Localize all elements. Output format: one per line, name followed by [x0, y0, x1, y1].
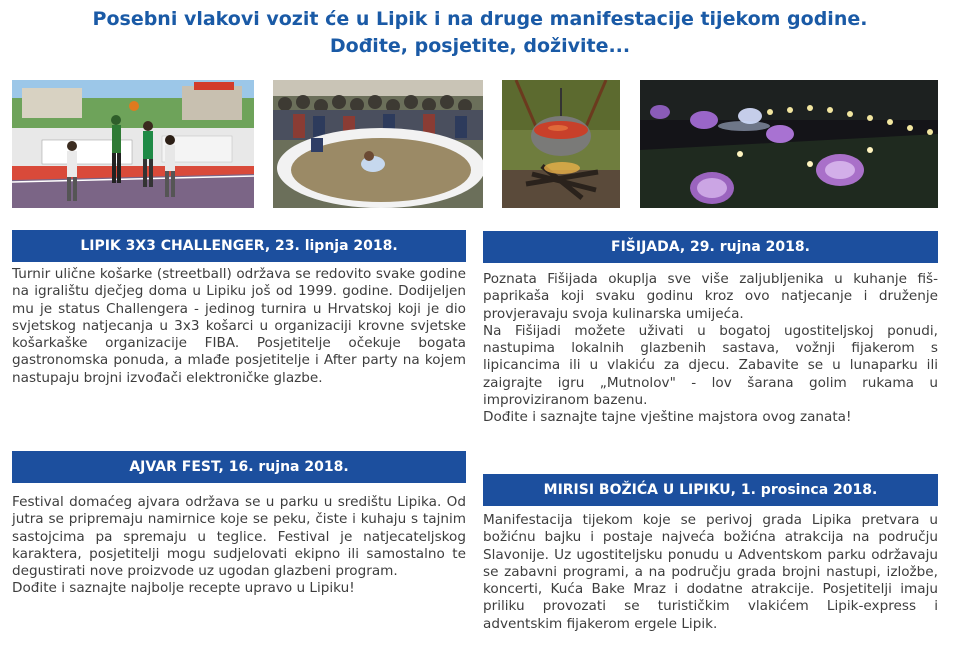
event-body-fisijada-2: Na Fišijadi možete uživati u bogatoj ugostiteljskoj ponudi, nastupima lokalnih glazbenih sastava, vožnji fijakerom s lipicancima ili u vlakiću za djecu. Zabavite se u lunaparku ili zaigrajte igru „Mutnolov" - lov šarana golim rukama u improviziranom bazenu.: [483, 322, 938, 409]
photo-pool-game: [273, 80, 483, 208]
headline-line-2: Dođite, posjetite, doživite...: [329, 35, 631, 57]
event-closing-fisijada: Dođite i saznajte tajne vještine majstora ovog zanata!: [483, 409, 852, 426]
event-title-fisijada: FIŠIJADA, 29. rujna 2018.: [483, 231, 938, 263]
event-body-fisijada-1: Poznata Fišijada okuplja sve više zaljubljenika u kuhanje fiš-paprikaša koji svaku godinu kroz ovo natjecanje i druženje provjeravaju svoja kulinarska umijeća.: [483, 271, 938, 322]
event-title-mirisi-bozica: MIRISI BOŽIĆA U LIPIKU, 1. prosinca 2018.: [483, 474, 938, 506]
event-closing-ajvar-fest: Dođite i saznajte najbolje recepte upravo u Lipiku!: [12, 580, 355, 597]
event-body-mirisi-bozica: Manifestacija tijekom koje se perivoj grada Lipika pretvara u božićnu bajku i postaje najveća božićna atrakcija na području Slavonije. Uz ugostiteljsku ponudu u Adventskom parku održavaju se zabavni programi, a na području grada brojni nastupi, izložbe, koncerti, Kuća Bake Mraz i dodatne atrakcije. Posjetitelji imaju priliku provozati se turističkim vlakićem Lipik-express i adventskim fijakerom ergele Lipik.: [483, 512, 938, 632]
photo-cauldron: [502, 80, 620, 208]
event-body-lipik-3x3: Turnir ulične košarke (streetball) održava se redovito svake godine na igralištu dječjeg doma u Lipiku još od 1999. godine. Dodijeljen mu je status Challengera - jedinog turnira u Hrvatskoj koji je dio svjetskog natjecanja u 3x3 košarci u organizaciji krovne svjetske košarkaške organizacije FIBA. Posjetitelje očekuje bogata gastronomska ponuda, a mlađe posjetitelje i After party na kojem nastupaju brojni izvođači elektroničke glazbe.: [12, 266, 466, 386]
event-title-lipik-3x3: LIPIK 3X3 CHALLENGER, 23. lipnja 2018.: [12, 230, 466, 262]
photo-christmas-lights: [640, 80, 938, 208]
event-description-lipik-3x3: [12, 266, 466, 387]
event-description-ajvar-fest: [12, 494, 466, 598]
page-headline: [0, 6, 960, 60]
headline-line-1: Posebni vlakovi vozit će u Lipik i na druge manifestacije tijekom godine.: [92, 8, 868, 30]
event-title-ajvar-fest: AJVAR FEST, 16. rujna 2018.: [12, 451, 466, 483]
photo-basketball: [12, 80, 254, 208]
event-description-fisijada: [483, 271, 938, 427]
event-description-mirisi-bozica: [483, 512, 938, 633]
event-body-ajvar-fest: Festival domaćeg ajvara održava se u parku u središtu Lipika. Od jutra se pripremaju namirnice koje se peku, čiste i kuhaju s tajnim sastojcima pa spremaju u teglice. Festival je natjecateljskog karaktera, posjetitelji mogu sudjelovati ekipno ili samostalno te degustirati nove proizvode uz ugodan glazbeni program.: [12, 494, 466, 580]
